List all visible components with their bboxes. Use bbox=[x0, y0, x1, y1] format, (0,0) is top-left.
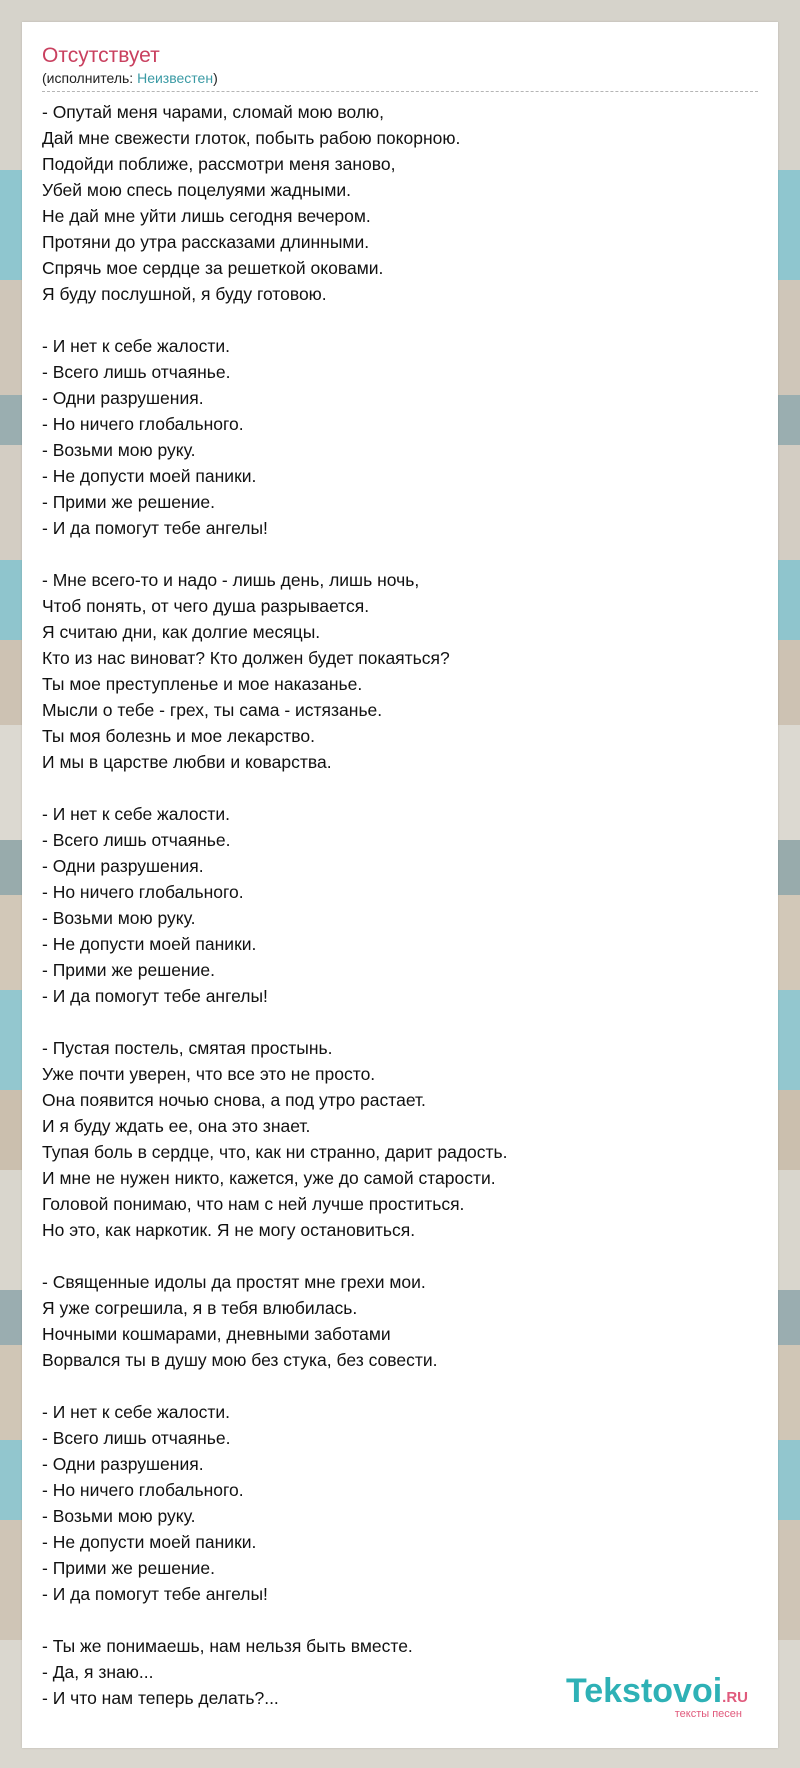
lyrics-line: - И нет к себе жалости. bbox=[42, 336, 231, 356]
lyrics-line: - И нет к себе жалости. bbox=[42, 804, 231, 824]
lyrics-line: Уже почти уверен, что все это не просто. bbox=[42, 1064, 376, 1084]
song-title: Отсутствует bbox=[42, 44, 160, 67]
lyrics-line: - Пустая постель, смятая простынь. bbox=[42, 1038, 333, 1058]
lyrics-line: Не дай мне уйти лишь сегодня вечером. bbox=[42, 206, 371, 226]
lyrics-line: Чтоб понять, от чего душа разрывается. bbox=[42, 596, 370, 616]
lyrics-line: И мне не нужен никто, кажется, уже до самой старости. bbox=[42, 1168, 496, 1188]
lyrics-text bbox=[42, 99, 758, 1711]
lyrics-line: Но это, как наркотик. Я не могу остановиться. bbox=[42, 1220, 416, 1240]
lyrics-line: - И да помогут тебе ангелы! bbox=[42, 518, 268, 538]
lyrics-line: - Прими же решение. bbox=[42, 1558, 216, 1578]
lyrics-blank-line bbox=[42, 1243, 758, 1269]
lyrics-line: - Всего лишь отчаянье. bbox=[42, 362, 231, 382]
lyrics-line: - Одни разрушения. bbox=[42, 388, 204, 408]
lyrics-line: Я буду послушной, я буду готовою. bbox=[42, 284, 327, 304]
logo-wordmark bbox=[566, 1674, 748, 1708]
lyrics-line: - И нет к себе жалости. bbox=[42, 1402, 231, 1422]
lyrics-line: Ночными кошмарами, дневными заботами bbox=[42, 1324, 391, 1344]
lyrics-blank-line bbox=[42, 1607, 758, 1633]
lyrics-line: - Но ничего глобального. bbox=[42, 882, 244, 902]
logo-tagline: тексты песен bbox=[674, 1708, 742, 1720]
lyrics-line: Ворвался ты в душу мою без стука, без совести. bbox=[42, 1350, 438, 1370]
lyrics-line: - И да помогут тебе ангелы! bbox=[42, 1584, 268, 1604]
lyrics-line: - Прими же решение. bbox=[42, 960, 216, 980]
lyrics-line: Головой понимаю, что нам с ней лучше проститься. bbox=[42, 1194, 465, 1214]
lyrics-line: И мы в царстве любви и коварства. bbox=[42, 752, 332, 772]
lyrics-line: - Не допусти моей паники. bbox=[42, 1532, 257, 1552]
lyrics-line: - Одни разрушения. bbox=[42, 1454, 204, 1474]
lyrics-blank-line bbox=[42, 307, 758, 333]
lyrics-line: Убей мою спесь поцелуями жадными. bbox=[42, 180, 352, 200]
lyrics-line: Мысли о тебе - грех, ты сама - истязанье. bbox=[42, 700, 383, 720]
lyrics-line: И я буду ждать ее, она это знает. bbox=[42, 1116, 311, 1136]
artist-link[interactable]: Неизвестен bbox=[137, 70, 214, 86]
lyrics-line: - Возьми мою руку. bbox=[42, 908, 196, 928]
lyrics-line: Протяни до утра рассказами длинными. bbox=[42, 232, 370, 252]
lyrics-line: - Одни разрушения. bbox=[42, 856, 204, 876]
lyrics-line: - Ты же понимаешь, нам нельзя быть вместе. bbox=[42, 1636, 413, 1656]
lyrics-line: Ты моя болезнь и мое лекарство. bbox=[42, 726, 315, 746]
lyrics-line: - Не допусти моей паники. bbox=[42, 934, 257, 954]
lyrics-line: Ты мое преступленье и мое наказанье. bbox=[42, 674, 363, 694]
artist-prefix: (исполнитель: bbox=[42, 70, 138, 86]
lyrics-blank-line bbox=[42, 541, 758, 567]
lyrics-line: - Но ничего глобального. bbox=[42, 414, 244, 434]
lyrics-line: - И да помогут тебе ангелы! bbox=[42, 986, 268, 1006]
lyrics-line: - Всего лишь отчаянье. bbox=[42, 1428, 231, 1448]
lyrics-line: - Не допусти моей паники. bbox=[42, 466, 257, 486]
logo-tld: .RU bbox=[722, 1689, 748, 1706]
lyrics-line: Я уже согрешила, я в тебя влюбилась. bbox=[42, 1298, 358, 1318]
lyrics-line: - Мне всего-то и надо - лишь день, лишь ночь, bbox=[42, 570, 420, 590]
lyrics-line: - Священные идолы да простят мне грехи мои. bbox=[42, 1272, 426, 1292]
lyrics-card bbox=[22, 22, 778, 1748]
lyrics-line: Подойди поближе, рассмотри меня заново, bbox=[42, 154, 396, 174]
lyrics-line: - Да, я знаю... bbox=[42, 1662, 154, 1682]
lyrics-line: - Возьми мою руку. bbox=[42, 1506, 196, 1526]
lyrics-line: Я считаю дни, как долгие месяцы. bbox=[42, 622, 321, 642]
lyrics-line: - Всего лишь отчаянье. bbox=[42, 830, 231, 850]
site-logo[interactable] bbox=[566, 1674, 748, 1720]
lyrics-line: Тупая боль в сердце, что, как ни странно, дарит радость. bbox=[42, 1142, 508, 1162]
lyrics-line: Она появится ночью снова, а под утро растает. bbox=[42, 1090, 426, 1110]
artist-suffix: ) bbox=[213, 70, 218, 86]
lyrics-blank-line bbox=[42, 1373, 758, 1399]
lyrics-line: - Опутай меня чарами, сломай мою волю, bbox=[42, 102, 385, 122]
lyrics-blank-line bbox=[42, 775, 758, 801]
lyrics-line: Кто из нас виноват? Кто должен будет покаяться? bbox=[42, 648, 450, 668]
lyrics-line: - И что нам теперь делать?... bbox=[42, 1688, 279, 1708]
lyrics-line: Спрячь мое сердце за решеткой оковами. bbox=[42, 258, 384, 278]
logo-name: Tekstovoi bbox=[565, 1672, 723, 1710]
lyrics-blank-line bbox=[42, 1009, 758, 1035]
lyrics-line: - Возьми мою руку. bbox=[42, 440, 196, 460]
lyrics-line: Дай мне свежести глоток, побыть рабою покорною. bbox=[42, 128, 461, 148]
lyrics-line: - Прими же решение. bbox=[42, 492, 216, 512]
lyrics-line: - Но ничего глобального. bbox=[42, 1480, 244, 1500]
song-meta bbox=[42, 69, 758, 92]
